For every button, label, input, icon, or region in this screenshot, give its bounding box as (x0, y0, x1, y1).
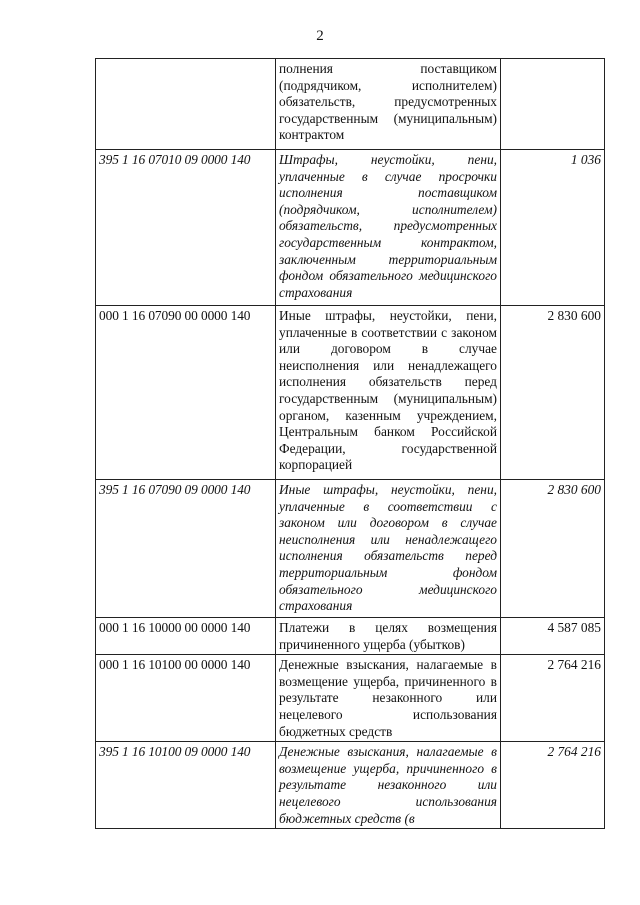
table-row (96, 150, 605, 306)
income-name-cell: Штрафы, неустойки, пени, уплаченные в случае просрочки исполнения поставщиком (подрядчиком, исполнителем) обязательств, предусмотренных государственным контрактом, заключенным территориальным фондом обязательного медицинского страхования (276, 150, 501, 306)
budget-code-cell (96, 59, 276, 150)
table-row (96, 306, 605, 480)
amount-cell: 4 587 085 (501, 618, 605, 655)
amount-cell (501, 59, 605, 150)
amount-cell: 1 036 (501, 150, 605, 306)
budget-code-cell: 000 1 16 07090 00 0000 140 (96, 306, 276, 480)
table-row (96, 618, 605, 655)
budget-code-cell: 000 1 16 10100 00 0000 140 (96, 655, 276, 742)
budget-code-cell: 395 1 16 10100 09 0000 140 (96, 742, 276, 829)
income-name-cell: Иные штрафы, неустойки, пени, уплаченные в соответствии с законом или договором в случае неисполнения или ненадлежащего исполнения обязательств перед государственным (муниципальным) органом, казенным учреждением, Центральным банком Российской Федерации, государственной корпорацией (276, 306, 501, 480)
budget-code-cell: 000 1 16 10000 00 0000 140 (96, 618, 276, 655)
income-name-cell: полнения поставщиком (подрядчиком, исполнителем) обязательств, предусмотренных государственным (муниципальным) контрактом (276, 59, 501, 150)
budget-code-cell: 395 1 16 07090 09 0000 140 (96, 480, 276, 618)
income-name-cell: Денежные взыскания, налагаемые в возмещение ущерба, причиненного в результате незаконного или нецелевого использования бюджетных средств (в (276, 742, 501, 829)
budget-code-cell: 395 1 16 07010 09 0000 140 (96, 150, 276, 306)
income-name-cell: Иные штрафы, неустойки, пени, уплаченные в соответствии с законом или договором в случае неисполнения или ненадлежащего исполнения обязательств перед территориальным фондом обязательного медицинского страхования (276, 480, 501, 618)
amount-cell: 2 764 216 (501, 655, 605, 742)
table-row (96, 480, 605, 618)
income-name-cell: Денежные взыскания, налагаемые в возмещение ущерба, причиненного в результате незаконного или нецелевого использования бюджетных средств (276, 655, 501, 742)
amount-cell: 2 764 216 (501, 742, 605, 829)
amount-cell: 2 830 600 (501, 480, 605, 618)
income-name-cell: Платежи в целях возмещения причиненного ущерба (убытков) (276, 618, 501, 655)
budget-revenue-table (95, 58, 605, 829)
table-row (96, 59, 605, 150)
table-row (96, 655, 605, 742)
table-row (96, 742, 605, 829)
page-number: 2 (316, 28, 324, 44)
amount-cell: 2 830 600 (501, 306, 605, 480)
